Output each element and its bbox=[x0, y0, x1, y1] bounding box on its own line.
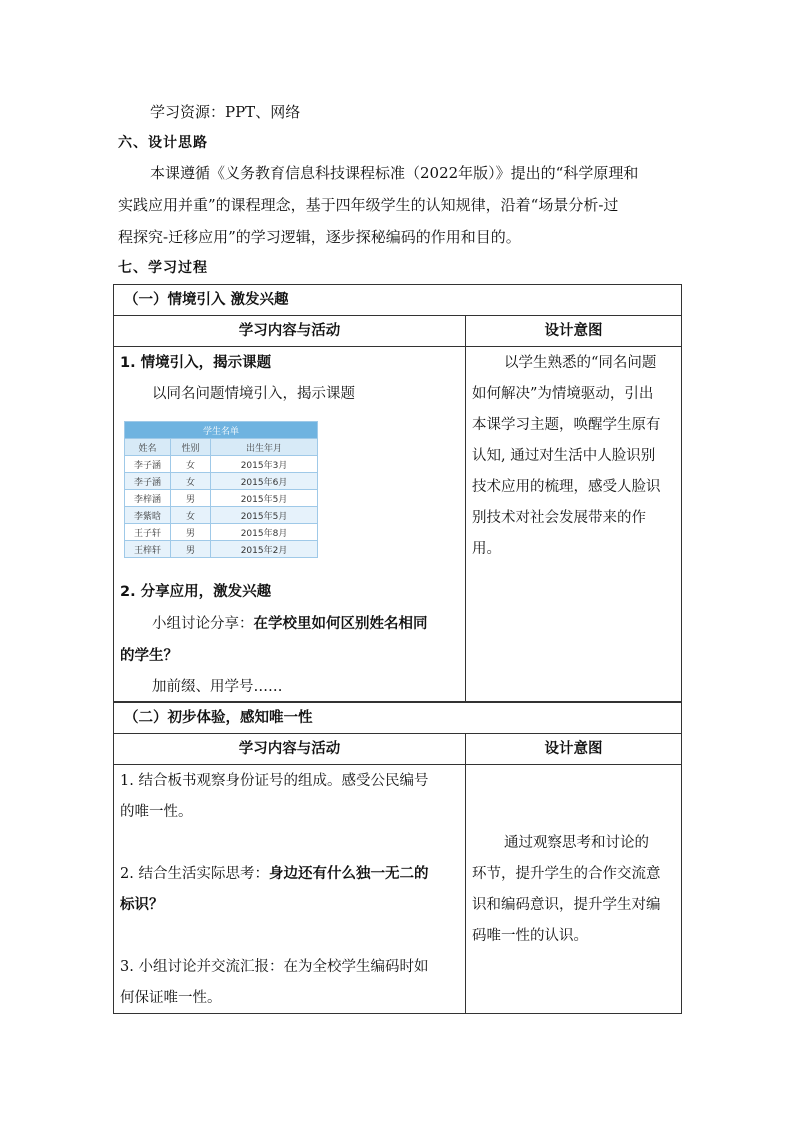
table-row bbox=[125, 507, 318, 524]
student-birth: 2015年5月 bbox=[211, 507, 318, 524]
part1-item2-prefix: 小组讨论分享： bbox=[152, 616, 254, 632]
part2-item2-question-cont: 标识？ bbox=[120, 897, 164, 913]
student-name: 李子涵 bbox=[125, 473, 171, 490]
table-row bbox=[125, 473, 318, 490]
part2-intent-line: 识和编码意识，提升学生对编 bbox=[472, 897, 661, 913]
section7-heading: 七、学习过程 bbox=[118, 260, 208, 276]
student-birth: 2015年8月 bbox=[211, 524, 318, 541]
student-list-header-name: 姓名 bbox=[125, 439, 171, 456]
part1-table bbox=[113, 284, 682, 702]
student-gender: 女 bbox=[171, 456, 211, 473]
student-gender: 男 bbox=[171, 541, 211, 558]
student-list-title: 学生名单 bbox=[125, 422, 318, 439]
part2-content-cell bbox=[114, 765, 466, 1014]
part1-item2-question: 在学校里如何区别姓名相同 bbox=[253, 616, 428, 632]
part1-item2-question-cont: 的学生？ bbox=[120, 648, 178, 664]
resources-line: 学习资源：PPT、网络 bbox=[150, 103, 301, 121]
part1-intent-line: 认知, 通过对生活中人脸识别 bbox=[472, 448, 656, 464]
student-gender: 男 bbox=[171, 524, 211, 541]
part2-title: （二）初步体验，感知唯一性 bbox=[114, 703, 682, 734]
student-name: 王子轩 bbox=[125, 524, 171, 541]
student-gender: 女 bbox=[171, 473, 211, 490]
part1-col-content: 学习内容与活动 bbox=[114, 316, 466, 347]
part1-intent-line: 以学生熟悉的“同名问题 bbox=[504, 355, 657, 371]
table-row bbox=[125, 541, 318, 558]
part1-item2-title: 2. 分享应用，激发兴趣 bbox=[120, 584, 272, 600]
student-name: 李紫晗 bbox=[125, 507, 171, 524]
student-gender: 女 bbox=[171, 507, 211, 524]
part2-item1-line: 的唯一性。 bbox=[120, 804, 193, 820]
part1-intent-line: 本课学习主题，唤醒学生原有 bbox=[472, 417, 661, 433]
student-gender: 男 bbox=[171, 490, 211, 507]
table-row bbox=[125, 456, 318, 473]
student-name: 李子涵 bbox=[125, 456, 171, 473]
table-row bbox=[125, 524, 318, 541]
section6-heading: 六、设计思路 bbox=[118, 135, 208, 151]
part1-item2-answer: 加前缀、用学号…… bbox=[152, 679, 283, 695]
part2-item3-line: 何保证唯一性。 bbox=[120, 990, 222, 1006]
part1-item1-text: 以同名问题情境引入，揭示课题 bbox=[152, 386, 355, 402]
part1-intent-line: 如何解决”为情境驱动，引出 bbox=[472, 386, 654, 402]
student-birth: 2015年5月 bbox=[211, 490, 318, 507]
table-row bbox=[125, 490, 318, 507]
part1-intent-cell bbox=[466, 347, 682, 702]
student-name: 王梓轩 bbox=[125, 541, 171, 558]
part1-intent-line: 技术应用的梳理，感受人脸识 bbox=[472, 479, 661, 495]
section6-para-line2: 实践应用并重”的课程理念，基于四年级学生的认知规律，沿着“场景分析-过 bbox=[118, 196, 619, 214]
student-birth: 2015年2月 bbox=[211, 541, 318, 558]
part2-intent-line: 环节，提升学生的合作交流意 bbox=[472, 866, 661, 882]
section6-para-line1: 本课遵循《义务教育信息科技课程标准（2022年版）》提出的“科学原理和 bbox=[150, 164, 639, 182]
part2-intent-line: 通过观察思考和讨论的 bbox=[504, 835, 649, 851]
part1-col-intent: 设计意图 bbox=[466, 316, 682, 347]
section6-para-line3: 程探究-迁移应用”的学习逻辑，逐步探秘编码的作用和目的。 bbox=[118, 228, 521, 246]
student-name: 李梓涵 bbox=[125, 490, 171, 507]
part2-item2-question: 身边还有什么独一无二的 bbox=[268, 866, 429, 882]
part1-title: （一）情境引入 激发兴趣 bbox=[114, 285, 682, 316]
part2-item2-prefix: 2. 结合生活实际思考： bbox=[120, 866, 269, 882]
part2-col-content: 学习内容与活动 bbox=[114, 734, 466, 765]
part2-item3-line: 3. 小组讨论并交流汇报：在为全校学生编码时如 bbox=[120, 959, 429, 975]
student-list-header-gender: 性别 bbox=[171, 439, 211, 456]
student-birth: 2015年6月 bbox=[211, 473, 318, 490]
part1-intent-line: 用。 bbox=[472, 541, 501, 557]
student-list-header-birth: 出生年月 bbox=[211, 439, 318, 456]
part2-intent-cell bbox=[466, 765, 682, 1014]
student-birth: 2015年3月 bbox=[211, 456, 318, 473]
part2-col-intent: 设计意图 bbox=[466, 734, 682, 765]
student-list-table bbox=[124, 421, 318, 558]
part1-item1-title: 1. 情境引入，揭示课题 bbox=[120, 355, 272, 371]
part2-item1-line: 1. 结合板书观察身份证号的组成。感受公民编号 bbox=[120, 773, 429, 789]
part1-item2-line1 bbox=[152, 612, 428, 636]
part2-intent-line: 码唯一性的认识。 bbox=[472, 928, 588, 944]
part2-table bbox=[113, 702, 682, 1014]
part1-intent-line: 别技术对社会发展带来的作 bbox=[472, 510, 646, 526]
part1-content-cell bbox=[114, 347, 466, 702]
part2-item2-line1 bbox=[120, 862, 428, 886]
